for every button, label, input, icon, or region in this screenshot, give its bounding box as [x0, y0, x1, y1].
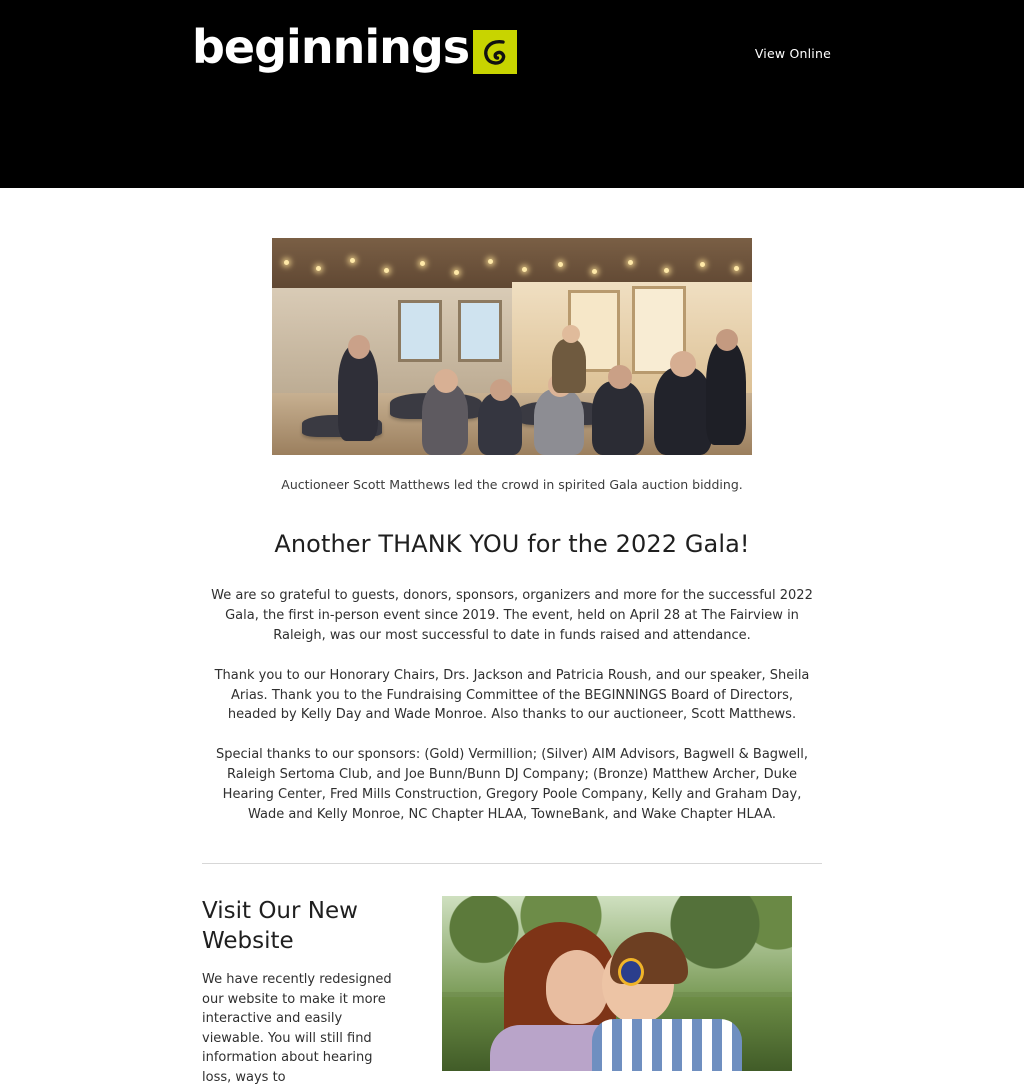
website-section — [202, 896, 822, 1087]
mother-and-child-photo — [442, 896, 792, 1071]
website-text-column — [202, 896, 412, 1087]
section-divider — [202, 863, 822, 864]
gala-audience-photo — [272, 238, 752, 455]
brand-logo[interactable] — [192, 20, 517, 74]
hearing-aid-icon — [618, 958, 644, 986]
logo-wordmark: beginnings — [192, 20, 470, 74]
body-paragraph-2: Thank you to our Honorary Chairs, Drs. Jackson and Patricia Roush, and our speaker, Sheila Arias. Thank you to the Fundraising Committee of the BEGINNINGS Board of Directors, headed by Kelly Day and Wade Monroe. Also thanks to our auctioneer, Scott Matthews. — [214, 667, 810, 723]
website-image-column — [442, 896, 792, 1071]
content-column — [202, 188, 822, 1087]
email-body — [0, 188, 1024, 1087]
spiral-icon — [473, 30, 517, 74]
body-paragraph-3: Special thanks to our sponsors: (Gold) Vermillion; (Silver) AIM Advisors, Bagwell & Bagwell, Raleigh Sertoma Club, and Joe Bunn/Bunn DJ Company; (Bronze) Matthew Archer, Duke Hearing Center, Fred Mills Construction, Gregory Poole Company, Kelly and Graham Day, Wade and Kelly Monroe, NC Chapter HLAA, TowneBank, and Wake Chapter HLAA. — [215, 747, 809, 822]
body-paragraph-1: We are so grateful to guests, donors, sponsors, organizers and more for the successful 2022 Gala, the first in-person event since 2019. The event, held on April 28 at The Fairview in Raleigh, was our most successful to date in funds raised and attendance. — [211, 588, 813, 643]
hero-caption: Auctioneer Scott Matthews led the crowd in spirited Gala auction bidding. — [281, 477, 743, 492]
email-header — [0, 0, 1024, 188]
page-title: Another THANK YOU for the 2022 Gala! — [274, 530, 750, 558]
website-section-title: Visit Our New Website — [202, 897, 358, 955]
view-online-link[interactable]: View Online — [754, 46, 831, 61]
website-section-body: We have recently redesigned our website to make it more interactive and easily viewable. You will still find information about hearing loss, ways to — [202, 972, 392, 1085]
